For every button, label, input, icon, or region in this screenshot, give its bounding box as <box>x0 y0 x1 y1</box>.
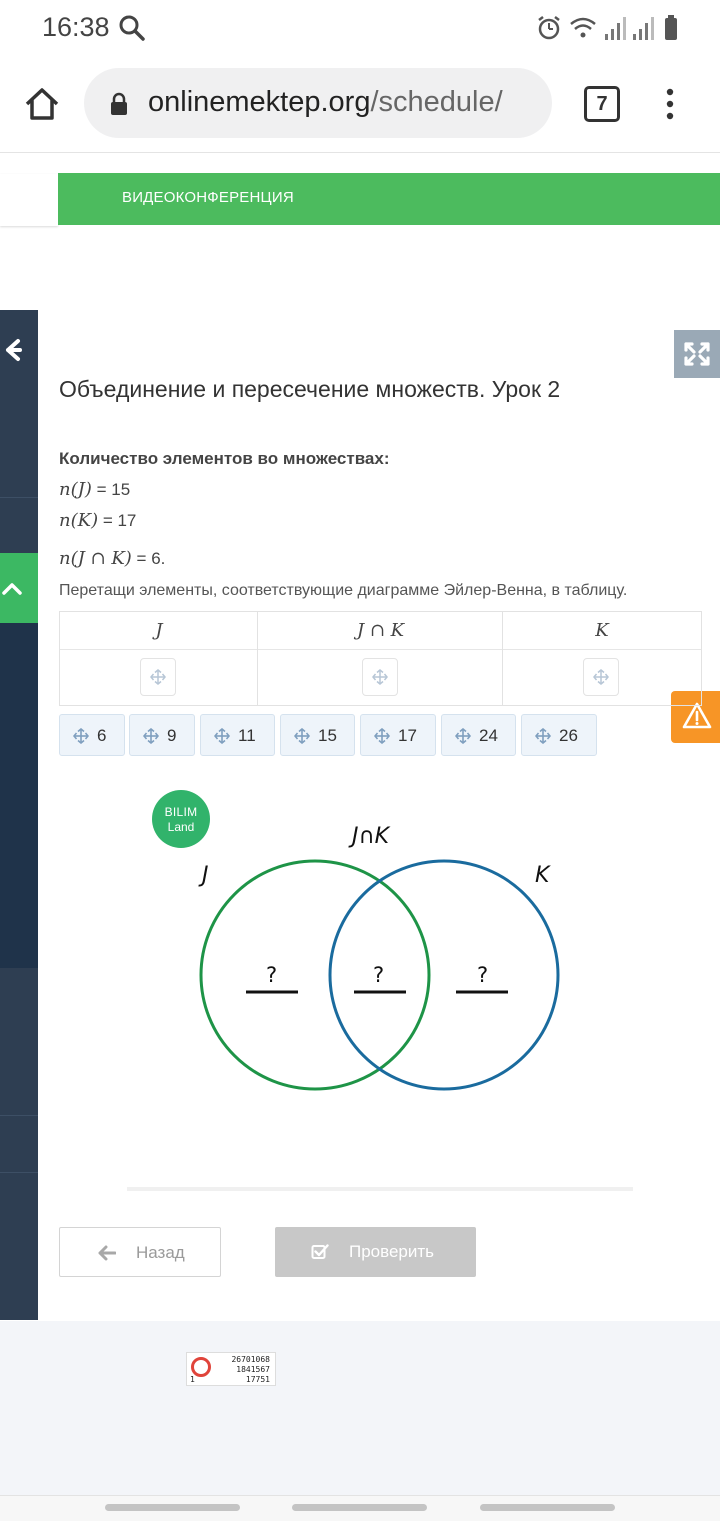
page-footer <box>0 1321 720 1495</box>
back-arrow-icon[interactable] <box>0 335 30 365</box>
counter-logo-icon <box>191 1357 211 1377</box>
bilimland-logo: BILIM Land <box>152 790 210 848</box>
signal-icon <box>605 17 626 40</box>
recent-apps-handle[interactable] <box>105 1504 240 1511</box>
move-icon <box>372 669 388 685</box>
visit-counter: 26701068 1841567 17751 1 <box>186 1352 276 1386</box>
nav-tab-inactive[interactable] <box>0 174 58 226</box>
move-icon <box>73 728 89 744</box>
status-clock: 16:38 <box>42 12 110 42</box>
drag-chip[interactable]: 24 <box>441 714 516 756</box>
venn-label-intersection: J∩K <box>352 824 390 849</box>
venn-diagram <box>180 815 580 1105</box>
search-icon <box>118 14 146 42</box>
home-handle[interactable] <box>292 1504 427 1511</box>
move-icon <box>535 728 551 744</box>
column-header-j: J <box>60 612 258 650</box>
drop-slot-k[interactable] <box>583 658 619 696</box>
back-button[interactable]: Назад <box>59 1227 221 1277</box>
column-header-k: K <box>503 612 701 650</box>
section-heading: Количество элементов во множествах: <box>59 449 390 468</box>
drop-table <box>59 611 702 706</box>
instruction-text: Перетащи элементы, соответствующие диаграмме Эйлер-Венна, в таблицу. <box>59 582 628 599</box>
fullscreen-button[interactable] <box>674 330 720 378</box>
arrow-left-icon <box>98 1245 116 1261</box>
move-icon <box>455 728 471 744</box>
column-header-j-intersect-k: J ∩ K <box>258 612 503 650</box>
venn-label-k: K <box>535 863 550 888</box>
venn-answer-j: ? <box>266 963 278 987</box>
check-button[interactable]: Проверить <box>275 1227 476 1277</box>
sidebar <box>0 310 38 1320</box>
drag-chip[interactable]: 15 <box>280 714 355 756</box>
divider <box>127 1187 633 1191</box>
alarm-icon <box>539 17 559 38</box>
drag-chip[interactable]: 26 <box>521 714 597 756</box>
lesson-title: Объединение и пересечение множеств. Урок 2 <box>59 376 561 402</box>
venn-answer-intersection: ? <box>373 963 385 987</box>
move-icon <box>143 728 159 744</box>
drag-chip[interactable]: 9 <box>129 714 195 756</box>
drag-chip[interactable]: 17 <box>360 714 436 756</box>
tab-switcher-button[interactable]: 7 <box>584 86 620 122</box>
back-handle[interactable] <box>480 1504 615 1511</box>
signal-2-icon <box>633 17 654 40</box>
venn-answer-k: ? <box>477 963 489 987</box>
more-menu-icon[interactable] <box>660 88 680 120</box>
move-icon <box>150 669 166 685</box>
fact-n-j-intersect-k: n(J ∩ K) = 6. <box>59 548 166 569</box>
checkbox-icon <box>311 1243 329 1260</box>
chevron-up-icon <box>0 553 38 623</box>
battery-icon <box>665 15 677 40</box>
venn-circle-k <box>330 861 558 1089</box>
venn-circle-j <box>201 861 429 1089</box>
home-icon[interactable] <box>22 84 62 124</box>
fact-n-k: n(K) = 17 <box>59 510 137 531</box>
venn-label-j: J <box>202 863 209 888</box>
drag-chip[interactable]: 11 <box>200 714 275 756</box>
nav-tab-label: ВИДЕОКОНФЕРЕНЦИЯ <box>122 189 294 206</box>
expand-icon <box>674 330 720 378</box>
drop-slot-j[interactable] <box>140 658 176 696</box>
url-text: onlinemektep.org/schedule/ <box>148 86 503 118</box>
move-icon <box>214 728 230 744</box>
fact-n-j: n(J) = 15 <box>59 479 131 500</box>
collapse-up-button[interactable] <box>0 553 38 623</box>
drop-slot-j-intersect-k[interactable] <box>362 658 398 696</box>
move-icon <box>374 728 390 744</box>
move-icon <box>593 669 609 685</box>
move-icon <box>294 728 310 744</box>
wifi-icon <box>571 19 595 38</box>
drag-chip[interactable]: 6 <box>59 714 125 756</box>
status-icons <box>535 14 685 42</box>
lock-icon <box>108 92 130 116</box>
